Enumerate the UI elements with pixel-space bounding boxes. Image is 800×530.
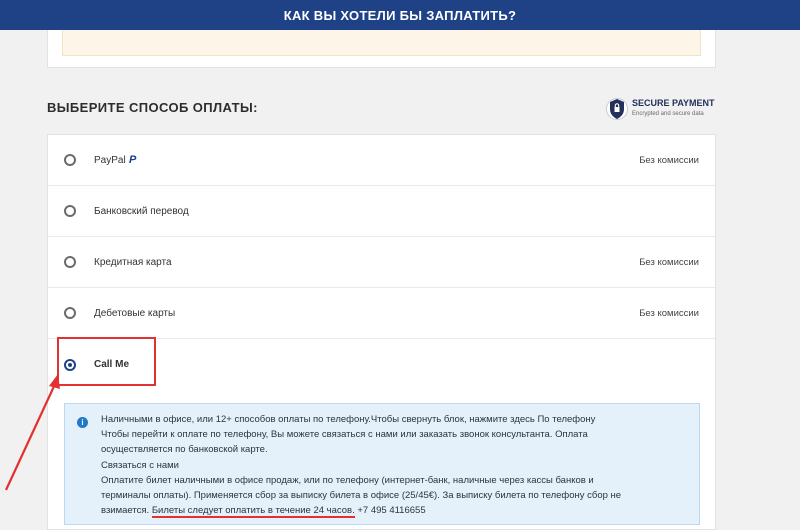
- info-line-last: [101, 503, 689, 518]
- shield-icon: [606, 95, 628, 123]
- payment-option-label: Банковский перевод: [94, 205, 189, 217]
- payment-option-paypal[interactable]: [48, 135, 715, 186]
- info-line: терминалы оплаты). Применяется сбор за выписку билета в офисе (25/45€). За выписку билета по телефону сбор не: [101, 490, 622, 502]
- previous-section-card: [47, 30, 716, 68]
- info-icon: i: [77, 417, 88, 428]
- payment-option-label: Кредитная карта: [94, 256, 172, 268]
- info-line: осуществляется по банковской карте.: [101, 444, 268, 456]
- payment-deadline-text: Билеты следует оплатить в течение 24 часов.: [151, 505, 355, 517]
- payment-option-fee: Без комиссии: [639, 154, 699, 166]
- info-line: Наличными в офисе, или 12+ способов оплаты по телефону.Чтобы свернуть блок, нажмите здесь По телефону: [101, 414, 596, 425]
- header-title: КАК ВЫ ХОТЕЛИ БЫ ЗАПЛАТИТЬ?: [283, 7, 517, 23]
- secure-payment-badge: [606, 94, 716, 124]
- contact-us-link[interactable]: Связаться с нами: [101, 459, 179, 471]
- secure-payment-subtitle: Encrypted and secure data: [632, 111, 704, 117]
- info-line: Оплатите билет наличными в офисе продаж, или по телефону (интернет-банк, наличные через кассы банков и: [101, 474, 594, 486]
- secure-payment-title: SECURE PAYMENT: [632, 98, 715, 108]
- payment-option-fee: Без комиссии: [639, 307, 699, 319]
- radio-paypal[interactable]: [64, 154, 76, 166]
- header-bar: [0, 0, 800, 30]
- payment-option-bank-transfer[interactable]: [48, 186, 715, 237]
- previous-section-notice: [62, 30, 701, 56]
- payment-option-fee: Без комиссии: [639, 256, 699, 268]
- radio-bank-transfer[interactable]: [64, 205, 76, 217]
- payment-option-debit-cards[interactable]: [48, 288, 715, 339]
- payment-option-label: Call Me: [94, 359, 130, 370]
- payment-option-credit-card[interactable]: [48, 237, 715, 288]
- phone-number[interactable]: +7 495 4116655: [357, 505, 426, 517]
- payment-option-label: Дебетовые карты: [94, 307, 176, 319]
- info-line: Чтобы перейти к оплате по телефону, Вы можете связаться с нами или заказать звонок консультанта. Оплата: [101, 429, 588, 441]
- info-text: взимается.: [101, 505, 150, 517]
- radio-debit-cards[interactable]: [64, 307, 76, 319]
- call-me-info-panel: [64, 403, 700, 525]
- red-arrow-annotation: [0, 360, 80, 530]
- payment-option-label: PayPal: [94, 154, 126, 166]
- paypal-icon: P: [129, 154, 137, 166]
- section-title: ВЫБЕРИТЕ СПОСОБ ОПЛАТЫ:: [47, 100, 258, 115]
- radio-credit-card[interactable]: [64, 256, 76, 268]
